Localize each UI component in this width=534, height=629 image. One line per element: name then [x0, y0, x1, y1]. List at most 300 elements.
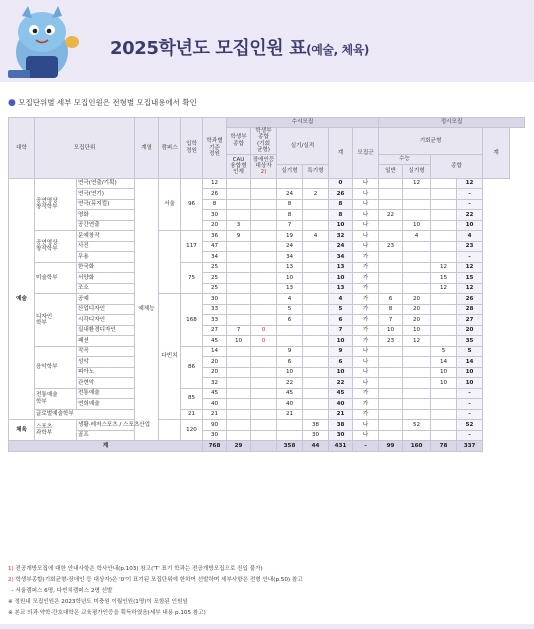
cell-cau [227, 367, 251, 378]
cell-gen: 7 [379, 315, 403, 326]
cell-opp [251, 199, 277, 210]
cell-comp [431, 189, 457, 200]
cell-spec [303, 294, 329, 305]
cell-comp [431, 336, 457, 347]
cell-cau [227, 294, 251, 305]
cell-cau [227, 430, 251, 441]
cell-comp [431, 294, 457, 305]
total-cell [251, 441, 277, 452]
major-cell: 조소 [77, 283, 135, 294]
cell-base: 30 [203, 430, 227, 441]
cell-gen [379, 178, 403, 189]
table-row [9, 294, 525, 305]
cell-prac: 13 [277, 283, 303, 294]
total-cell: 768 [203, 441, 227, 452]
cell-susi: 24 [329, 241, 353, 252]
cell-gen [379, 220, 403, 231]
cell-cau [227, 241, 251, 252]
footnote-2: 2) 학생부종합(기회균형-장애인 등 대상자)은 '0'이 표기된 모집단위에 한하여 선발하며 세부사항은 전형 안내(p.50) 참고 [8, 577, 303, 583]
cell-cau: 3 [227, 220, 251, 231]
quota-cell: 117 [181, 231, 203, 263]
cell-opp [251, 346, 277, 357]
cell-csat_prac: 20 [403, 304, 431, 315]
cell-prac: 5 [277, 304, 303, 315]
cell-base: 20 [203, 367, 227, 378]
col-base: 학과별 기준 정원 [203, 118, 227, 179]
cell-csat_prac [403, 430, 431, 441]
cell-base: 30 [203, 210, 227, 221]
dept-cell: 미술학부 [35, 262, 77, 294]
table-row [9, 252, 525, 263]
cell-comp [431, 252, 457, 263]
cell-gen [379, 199, 403, 210]
major-cell: 산업디자인 [77, 304, 135, 315]
cell-prac [277, 420, 303, 431]
cell-spec [303, 336, 329, 347]
cell-js: 10 [457, 367, 483, 378]
cell-gen [379, 378, 403, 389]
bullet-icon: ● [8, 98, 16, 108]
col-quota: 입학 정원 [181, 118, 203, 179]
cell-prac: 9 [277, 346, 303, 357]
campus-cell: 다빈치 [159, 294, 181, 420]
table-row [9, 346, 525, 357]
cell-csat_prac [403, 357, 431, 368]
cell-base: 25 [203, 262, 227, 273]
cell-opp [251, 252, 277, 263]
major-cell: 사진 [77, 241, 135, 252]
cell-csat_prac: 12 [403, 336, 431, 347]
cell-csat_prac [403, 346, 431, 357]
cell-spec [303, 378, 329, 389]
cell-gen [379, 388, 403, 399]
cell-gen: 6 [379, 294, 403, 305]
cell-base: 8 [203, 199, 227, 210]
cell-spec [303, 325, 329, 336]
cell-susi: 13 [329, 262, 353, 273]
cell-susi: 30 [329, 430, 353, 441]
cell-group: 가 [353, 399, 379, 410]
quota-cell: 86 [181, 346, 203, 388]
table-row [9, 304, 525, 315]
cell-js: - [457, 388, 483, 399]
table-row [9, 220, 525, 231]
cell-susi: 10 [329, 336, 353, 347]
cell-group: 가 [353, 273, 379, 284]
cell-group: 나 [353, 430, 379, 441]
cell-prac: 24 [277, 241, 303, 252]
campus-cell [159, 231, 181, 294]
cell-base: 21 [203, 409, 227, 420]
cell-spec [303, 273, 329, 284]
cell-group: 나 [353, 241, 379, 252]
header-banner [0, 0, 534, 82]
cell-opp [251, 189, 277, 200]
cell-cau [227, 262, 251, 273]
cell-group: 나 [353, 357, 379, 368]
cell-base: 14 [203, 346, 227, 357]
cell-base: 27 [203, 325, 227, 336]
cell-opp [251, 367, 277, 378]
total-cell: 431 [329, 441, 353, 452]
quota-cell: 96 [181, 178, 203, 231]
cell-susi: 10 [329, 220, 353, 231]
cell-gen [379, 252, 403, 263]
cell-susi: 10 [329, 367, 353, 378]
cell-csat_prac [403, 399, 431, 410]
college-cell: 체육 [9, 420, 35, 441]
dept-cell: 공연영상 창작학부 [35, 178, 77, 231]
col-university: 대학 [9, 118, 35, 179]
cell-prac: 22 [277, 378, 303, 389]
cell-cau: 10 [227, 336, 251, 347]
cell-opp [251, 262, 277, 273]
cell-js: - [457, 252, 483, 263]
group-jeongsi: 정시모집 [379, 118, 525, 128]
major-cell: 전통예술 [77, 388, 135, 399]
cell-prac [277, 178, 303, 189]
cell-susi: 6 [329, 357, 353, 368]
cell-js: 12 [457, 262, 483, 273]
major-cell: 연극(연출/기획) [77, 178, 135, 189]
table-row [9, 231, 525, 242]
cell-js: 26 [457, 294, 483, 305]
cell-js: - [457, 430, 483, 441]
cell-spec [303, 357, 329, 368]
cell-gen [379, 346, 403, 357]
cell-prac: 24 [277, 189, 303, 200]
mascot-icon [2, 2, 88, 82]
cell-susi: 5 [329, 304, 353, 315]
major-cell: 연극(연기) [77, 189, 135, 200]
col-opportunity: 기회균형 [379, 128, 483, 155]
cell-base: 40 [203, 399, 227, 410]
cell-opp [251, 294, 277, 305]
table-row [9, 325, 525, 336]
dept-cell: 음악학부 [35, 346, 77, 388]
cell-cau [227, 420, 251, 431]
cell-prac: 8 [277, 210, 303, 221]
major-cell: 공간연출 [77, 220, 135, 231]
cell-spec [303, 388, 329, 399]
footnotes [8, 564, 528, 619]
cell-prac [277, 336, 303, 347]
cell-spec: 30 [303, 430, 329, 441]
cell-prac: 45 [277, 388, 303, 399]
cell-susi: 32 [329, 231, 353, 242]
cell-gen [379, 409, 403, 420]
major-cell: 패션 [77, 336, 135, 347]
cell-opp [251, 178, 277, 189]
dept-cell: 공연영상 창작학부 [35, 231, 77, 263]
cell-gen: 10 [379, 325, 403, 336]
col-student-comp-opp: 학생부 종합 (기회 균형) [251, 128, 277, 155]
cell-group: 가 [353, 262, 379, 273]
cell-spec [303, 304, 329, 315]
cell-cau [227, 399, 251, 410]
info-note-text: 모집단위별 세부 모집인원은 전형별 모집내용에서 확인 [18, 98, 197, 107]
cell-group: 가 [353, 294, 379, 305]
cell-base: 45 [203, 336, 227, 347]
cell-csat_prac: 20 [403, 315, 431, 326]
cell-base: 36 [203, 231, 227, 242]
cell-group: 나 [353, 178, 379, 189]
title-sub: (예술, 체육) [306, 43, 370, 57]
cell-opp [251, 409, 277, 420]
cell-csat_prac [403, 409, 431, 420]
cell-csat_prac [403, 241, 431, 252]
major-cell: 연희예술 [77, 399, 135, 410]
cell-spec [303, 409, 329, 420]
footnote-1: 1) 전공개방모집에 대한 안내사항은 학사안내(p.103) 참고('T' 표기 학과는 전공개방모집으로 진입 불가) [8, 566, 263, 572]
cell-opp [251, 283, 277, 294]
quota-cell: 21 [181, 409, 203, 420]
cell-comp: 14 [431, 357, 457, 368]
cell-cau [227, 210, 251, 221]
major-cell: 성악 [77, 357, 135, 368]
cell-opp: 0 [251, 325, 277, 336]
major-cell: 연극(뮤지컬) [77, 199, 135, 210]
cell-comp [431, 178, 457, 189]
cell-js: 12 [457, 283, 483, 294]
cell-susi: 8 [329, 210, 353, 221]
cell-comp: 10 [431, 378, 457, 389]
cell-base: 30 [203, 294, 227, 305]
col-student-comp: 학생부 종합 [227, 128, 251, 155]
table-row [9, 336, 525, 347]
cell-group: 가 [353, 315, 379, 326]
cell-js: 10 [457, 378, 483, 389]
major-cell: 공예 [77, 294, 135, 305]
cell-js: 35 [457, 336, 483, 347]
cell-cau [227, 304, 251, 315]
cell-js: 5 [457, 346, 483, 357]
cell-csat_prac [403, 273, 431, 284]
cell-js: 23 [457, 241, 483, 252]
cell-gen [379, 189, 403, 200]
cell-comp: 12 [431, 262, 457, 273]
cell-comp [431, 388, 457, 399]
cell-csat_prac [403, 378, 431, 389]
cell-group: 가 [353, 336, 379, 347]
cell-base: 90 [203, 420, 227, 431]
cell-comp: 10 [431, 367, 457, 378]
cell-csat_prac [403, 262, 431, 273]
cell-opp [251, 315, 277, 326]
major-cell: 생활·레저스포츠 / 스포츠산업 [77, 420, 135, 431]
cell-comp [431, 199, 457, 210]
cell-prac: 6 [277, 357, 303, 368]
cell-base: 45 [203, 388, 227, 399]
group-susi: 수시모집 [227, 118, 379, 128]
cell-group: 나 [353, 346, 379, 357]
major-cell: 한국화 [77, 262, 135, 273]
cell-js: 22 [457, 210, 483, 221]
table-row [9, 283, 525, 294]
major-cell: 무용 [77, 252, 135, 263]
cell-prac: 10 [277, 367, 303, 378]
major-cell: 피아노 [77, 367, 135, 378]
cell-spec [303, 346, 329, 357]
campus-cell: 서울 [159, 178, 181, 231]
table-row [9, 178, 525, 189]
cell-cau [227, 273, 251, 284]
total-cell: 99 [379, 441, 403, 452]
cell-opp: 0 [251, 336, 277, 347]
cell-cau [227, 178, 251, 189]
cell-prac: 6 [277, 315, 303, 326]
quota-cell: 85 [181, 388, 203, 409]
cell-opp [251, 273, 277, 284]
cell-comp [431, 409, 457, 420]
cell-group: 가 [353, 409, 379, 420]
cell-gen: 22 [379, 210, 403, 221]
cell-cau [227, 378, 251, 389]
quota-cell: 120 [181, 420, 203, 441]
col-csat: 수능 [379, 154, 431, 164]
cell-csat_prac: 4 [403, 231, 431, 242]
cell-cau [227, 388, 251, 399]
cell-csat_prac: 20 [403, 294, 431, 305]
cell-csat_prac: 12 [403, 178, 431, 189]
cell-group: 나 [353, 220, 379, 231]
cell-prac: 8 [277, 199, 303, 210]
cell-gen [379, 420, 403, 431]
unit-cell: 글로벌예술학부 [35, 409, 135, 420]
cell-susi: 4 [329, 294, 353, 305]
cell-prac: 21 [277, 409, 303, 420]
cell-cau [227, 252, 251, 263]
cell-susi: 6 [329, 315, 353, 326]
table-row [9, 367, 525, 378]
col-disabled: 장애인등 대상자 2) [251, 154, 277, 178]
cell-gen [379, 231, 403, 242]
page-title [110, 34, 369, 60]
col-special: 특기형 [303, 164, 329, 178]
cell-opp [251, 399, 277, 410]
cell-js: - [457, 189, 483, 200]
campus-cell [159, 420, 181, 441]
cell-csat_prac: 10 [403, 325, 431, 336]
cell-comp [431, 430, 457, 441]
table-row [9, 210, 525, 221]
cell-base: 34 [203, 252, 227, 263]
cell-group: 가 [353, 388, 379, 399]
table-row [9, 409, 525, 420]
cell-susi: 26 [329, 189, 353, 200]
cell-comp [431, 231, 457, 242]
cell-cau [227, 189, 251, 200]
quota-cell: 168 [181, 294, 203, 347]
cell-group: 가 [353, 252, 379, 263]
cell-spec [303, 283, 329, 294]
cell-prac: 13 [277, 262, 303, 273]
cell-gen: 23 [379, 336, 403, 347]
col-campus: 캠퍼스 [159, 118, 181, 179]
cell-cau [227, 346, 251, 357]
table-row [9, 430, 525, 441]
cell-group: 나 [353, 199, 379, 210]
total-cell: 78 [431, 441, 457, 452]
cell-spec [303, 178, 329, 189]
major-cell: 작곡 [77, 346, 135, 357]
cell-csat_prac [403, 367, 431, 378]
cell-base: 25 [203, 283, 227, 294]
cell-comp [431, 315, 457, 326]
cell-gen: 8 [379, 304, 403, 315]
cell-susi: 40 [329, 399, 353, 410]
cell-prac: 34 [277, 252, 303, 263]
table-row [9, 241, 525, 252]
cell-spec [303, 199, 329, 210]
table-row [9, 189, 525, 200]
cell-base: 33 [203, 304, 227, 315]
cell-cau: 7 [227, 325, 251, 336]
cell-base: 25 [203, 273, 227, 284]
cell-susi: 38 [329, 420, 353, 431]
table-row [9, 262, 525, 273]
cell-js: - [457, 399, 483, 410]
cell-csat_prac [403, 252, 431, 263]
cell-gen [379, 283, 403, 294]
page-bottom-bar [0, 624, 534, 629]
dept-cell: 스포츠 과학부 [35, 420, 77, 441]
cell-cau [227, 283, 251, 294]
major-cell: 골프 [77, 430, 135, 441]
cell-spec [303, 220, 329, 231]
cell-prac [277, 325, 303, 336]
cell-base: 33 [203, 315, 227, 326]
cell-comp: 12 [431, 283, 457, 294]
title-main: 2025학년도 모집인원 표 [110, 38, 307, 59]
cell-comp [431, 304, 457, 315]
cell-js: - [457, 409, 483, 420]
cell-csat_prac [403, 388, 431, 399]
cell-opp [251, 231, 277, 242]
cell-base: 47 [203, 241, 227, 252]
cell-cau [227, 357, 251, 368]
cell-csat_prac [403, 199, 431, 210]
cell-group: 가 [353, 325, 379, 336]
cell-comp [431, 325, 457, 336]
cell-susi: 22 [329, 378, 353, 389]
cell-prac: 7 [277, 220, 303, 231]
cell-group: 나 [353, 189, 379, 200]
cell-prac: 10 [277, 273, 303, 284]
cell-csat_prac [403, 189, 431, 200]
cell-comp: 15 [431, 273, 457, 284]
cell-gen [379, 430, 403, 441]
cell-susi: 13 [329, 283, 353, 294]
cell-base: 26 [203, 189, 227, 200]
cell-group: 나 [353, 378, 379, 389]
cell-cau [227, 315, 251, 326]
cell-spec [303, 241, 329, 252]
total-cell: 계 [9, 441, 203, 452]
track-cell: 예체능 [135, 178, 159, 441]
dept-cell: 전통예술 학부 [35, 388, 77, 409]
cell-opp [251, 304, 277, 315]
cell-js: 27 [457, 315, 483, 326]
cell-gen [379, 399, 403, 410]
total-cell: 29 [227, 441, 251, 452]
table-row [9, 315, 525, 326]
table-row [9, 388, 525, 399]
col-comprehensive: 종합 [431, 154, 483, 178]
cell-csat_prac: 52 [403, 420, 431, 431]
cell-susi: 9 [329, 346, 353, 357]
footnote-5: ※ 본교 의과·약학·간호대학은 교육평가인증을 획득하였음(세부 내용 p.105 참고) [8, 610, 206, 616]
